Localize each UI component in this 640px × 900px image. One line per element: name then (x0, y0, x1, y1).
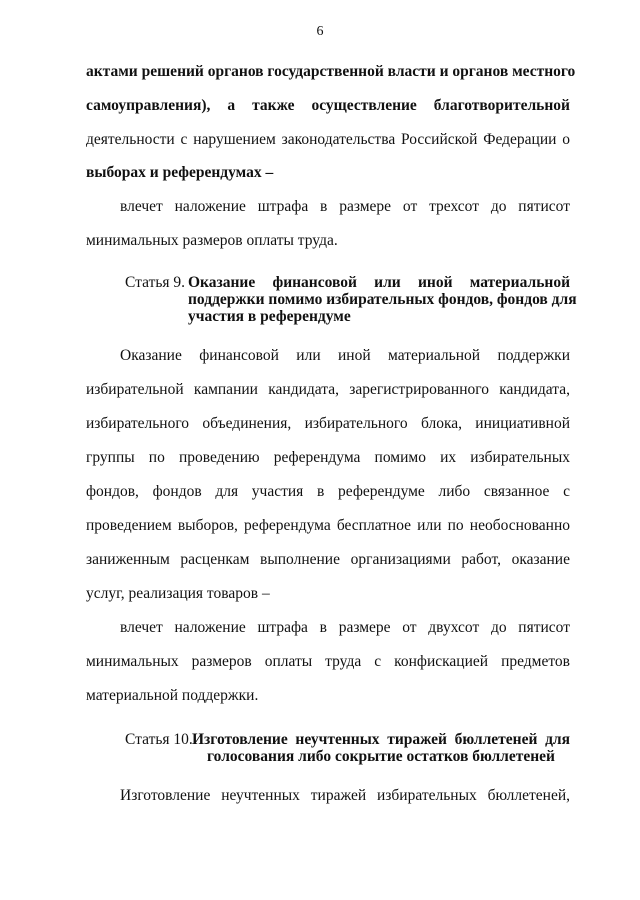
article-title-line: голосования либо сокрытие остатков бюллетеней (207, 748, 555, 765)
paragraph-line: фондов, фондов для участия в референдуме либо связанное с (86, 483, 570, 500)
paragraph-line: влечет наложение штрафа в размере от трехсот до пятисот (120, 198, 570, 215)
article-title-line: Оказание финансовой или иной материальной (188, 274, 570, 291)
article-10-heading (125, 731, 570, 765)
paragraph-line: влечет наложение штрафа в размере от двухсот до пятисот (120, 619, 570, 636)
paragraph-line: материальной поддержки. (86, 687, 259, 704)
article-title-line: Изготовление неучтенных тиражей бюллетеней для (192, 731, 570, 748)
article-title-line: участия в референдуме (188, 308, 351, 325)
paragraph-line: выборах и референдумах – (86, 164, 274, 181)
paragraph-line: заниженным расценкам выполнение организациями работ, оказание (86, 551, 570, 568)
paragraph-line: минимальных размеров оплаты труда с конфискацией предметов (86, 653, 570, 670)
paragraph-line: самоуправления), а также осуществление благотворительной (86, 97, 570, 114)
article-9-heading (125, 274, 577, 325)
page-number: 6 (316, 24, 324, 39)
article-label: Статья 10. (125, 731, 193, 748)
paragraph-line: деятельности с нарушением законодательства Российской Федерации о (86, 131, 570, 148)
paragraph-line: услуг, реализация товаров – (86, 585, 270, 602)
article-title-line: поддержки помимо избирательных фондов, фондов для (188, 291, 577, 308)
article-label: Статья 9. (125, 274, 186, 291)
paragraph-line: актами решений органов государственной власти и органов местного (86, 63, 576, 80)
paragraph-line: Оказание финансовой или иной материальной поддержки (120, 347, 570, 364)
paragraph-line: проведением выборов, референдума бесплатное или по необоснованно (86, 517, 570, 534)
paragraph-line: избирательной кампании кандидата, зарегистрированного кандидата, (86, 381, 570, 398)
paragraph-line: избирательного объединения, избирательного блока, инициативной (86, 415, 570, 432)
paragraph-line: группы по проведению референдума помимо их избирательных (86, 449, 570, 466)
paragraph-line: Изготовление неучтенных тиражей избирательных бюллетеней, (120, 787, 570, 804)
paragraph-line: минимальных размеров оплаты труда. (86, 232, 338, 249)
